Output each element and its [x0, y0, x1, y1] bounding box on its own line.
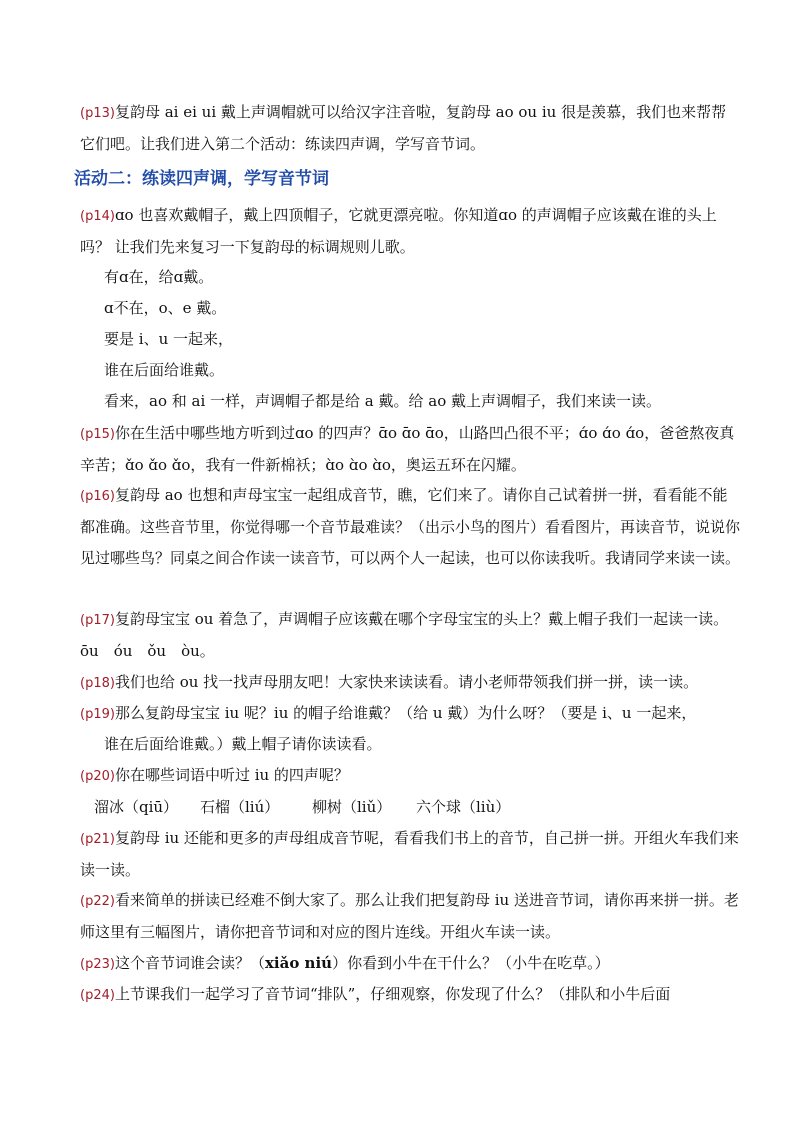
word-item: 石榴（liú） [200, 798, 280, 816]
paragraph-text: 那么复韵母宝宝 iu 呢？iu 的帽子给谁戴？（给 u 戴）为什么呀？（要是 i、u 一起来， [114, 704, 697, 722]
page-tag: (p24) [80, 988, 115, 1003]
paragraph-p15 [74, 418, 740, 481]
page-tag: (p13) [80, 106, 115, 121]
page-tag: (p14) [80, 209, 115, 224]
page-tag: (p15) [80, 427, 115, 442]
paragraph-text: 复韵母 ao 也想和声母宝宝一起组成音节，瞧，它们来了。请你自己试着拼一拼，看看能不能都准确。这些音节里，你觉得哪一个音节最难读？（出示小鸟的图片）看看图片，再读音节，说说你见过哪些鸟？同桌之间合作读一读音节，可以两个人一起读，也可以你读我听。我请同学来读一读。 [80, 486, 741, 567]
paragraph-p19-cont: 谁在后面给谁戴。）戴上帽子请你读读看。 [104, 735, 382, 753]
page-tag: (p17) [80, 613, 115, 628]
paragraph-text: 你在哪些词语中听过 iu 的四声呢？ [114, 766, 349, 784]
paragraph-text: 这个音节词谁会读？（ [114, 954, 265, 972]
page-tag: (p20) [80, 769, 115, 784]
paragraph-p21 [74, 823, 740, 886]
paragraph-text: 我们也给 ou 找一找声母朋友吧！大家快来读读看。请小老师带领我们拼一拼，读一读。 [114, 673, 699, 691]
paragraph-text: ）你看到小牛在干什么？（小牛在吃草。） [332, 954, 610, 972]
paragraph-text: 看来简单的拼读已经难不倒大家了。那么让我们把复韵母 iu 送进音节词，请你再来拼一拼。老师这里有三幅图片，请你把音节词和对应的图片连线。开组火车读一读。 [80, 891, 739, 941]
paragraph-p20 [74, 760, 740, 792]
word-item: 柳树（liǔ） [312, 798, 392, 816]
page-tag: (p22) [80, 894, 115, 909]
page-tag: (p19) [80, 707, 115, 722]
pinyin-text: xiǎo niú [264, 954, 333, 972]
paragraph-p23 [74, 948, 740, 980]
paragraph-text: 复韵母 ai ei ui 戴上声调帽就可以给汉字注音啦，复韵母 ao ou iu 很是羡慕，我们也来帮帮它们吧。让我们进入第二个活动：练读四声调，学写音节词。 [80, 103, 727, 153]
page-tag: (p16) [80, 489, 115, 504]
paragraph-p14b: 看来，ao 和 ai 一样，声调帽子都是给 a 戴。给 ao 戴上声调帽子，我们来读一读。 [104, 392, 662, 410]
paragraph-text: 你在生活中哪些地方听到过ɑo 的四声？ɑ̄o ɑ̄o ɑ̄o，山路凹凸很不平；ɑ́o ɑ́o ɑ́o，爸爸熬夜真辛苦；ɑ̌o ɑ̌o ɑ̌o，我有一件新棉袄；ɑ̀o ɑ̀o ɑ̀o，奥运五环在闪耀。 [80, 424, 735, 474]
paragraph-p14 [74, 200, 740, 263]
word-item: 六个球（liù） [416, 798, 511, 816]
page-tag: (p21) [80, 832, 115, 847]
paragraph-p13 [74, 97, 740, 160]
page-tag: (p18) [80, 676, 115, 691]
paragraph-p16 [74, 480, 740, 574]
paragraph-p22 [74, 885, 740, 948]
section-heading: 活动二：练读四声调，学写音节词 [74, 169, 329, 189]
rhyme-line-3: 要是 i、u 一起来， [104, 330, 233, 348]
page-tag: (p23) [80, 957, 115, 972]
paragraph-text: 复韵母 iu 还能和更多的声母组成音节呢，看看我们书上的音节，自己拼一拼。开组火车我们来读一读。 [80, 829, 739, 879]
paragraph-p19 [74, 698, 740, 730]
rhyme-line-2: ɑ不在，o、e 戴。 [104, 299, 227, 317]
paragraph-text: ɑo 也喜欢戴帽子，戴上四顶帽子，它就更漂亮啦。你知道ɑo 的声调帽子应该戴在谁的头上吗？ 让我们先来复习一下复韵母的标调规则儿歌。 [80, 206, 717, 256]
rhyme-line-1: 有ɑ在，给ɑ戴。 [104, 268, 214, 286]
paragraph-p24 [74, 979, 740, 1011]
paragraph-text: 上节课我们一起学习了音节词“排队”，仔细观察，你发现了什么？（排队和小牛后面 [114, 985, 671, 1003]
paragraph-text: 复韵母宝宝 ou 着急了，声调帽子应该戴在哪个字母宝宝的头上？戴上帽子我们一起读一读。ōu óu ǒu òu。 [80, 610, 729, 660]
word-item: 溜冰（qiū） [94, 798, 179, 816]
paragraph-p17 [74, 604, 740, 667]
rhyme-line-4: 谁在后面给谁戴。 [104, 361, 225, 379]
paragraph-p18 [74, 667, 740, 699]
